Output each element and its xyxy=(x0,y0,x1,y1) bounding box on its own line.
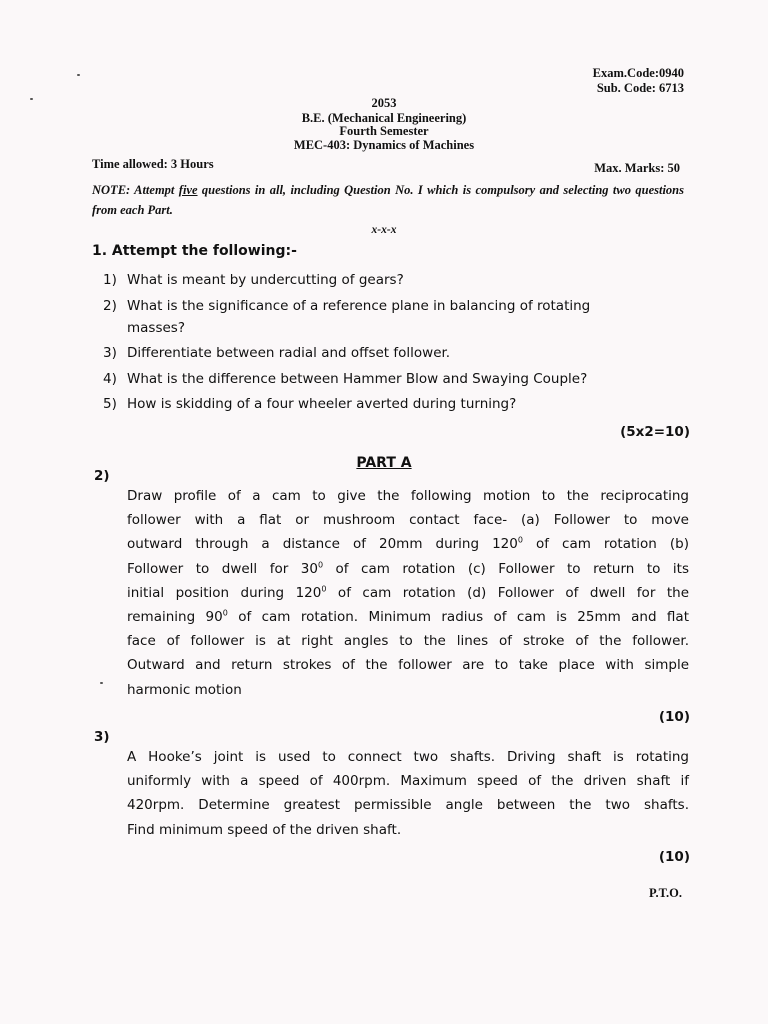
degree-mark: 0 xyxy=(222,608,228,618)
q1-item-2 xyxy=(103,298,590,314)
q2-line xyxy=(127,532,689,556)
q3-line: uniformly with a speed of 400rpm. Maximum speed of the driven shaft if xyxy=(127,773,689,790)
q1-item-number: 4) xyxy=(103,371,117,387)
q1-item-number: 5) xyxy=(103,396,117,412)
question-1-title: 1. Attempt the following:- xyxy=(92,243,297,259)
q1-item-text: What is the significance of a reference plane in balancing of rotating xyxy=(127,298,591,314)
q2-line xyxy=(127,581,689,605)
course-title: MEC-403: Dynamics of Machines xyxy=(293,138,475,152)
exam-note xyxy=(92,180,684,220)
q1-item-text: What is the difference between Hammer Blow and Swaying Couple? xyxy=(127,371,588,387)
q1-item-text: What is meant by undercutting of gears? xyxy=(127,272,404,288)
q2-line: Draw profile of a cam to give the following motion to the reciprocating xyxy=(127,488,689,504)
q2-line: harmonic motion xyxy=(127,681,242,698)
semester-title: Fourth Semester xyxy=(339,124,429,138)
time-allowed: Time allowed: 3 Hours xyxy=(92,157,214,171)
q1-item-text: How is skidding of a four wheeler averted during turning? xyxy=(127,396,517,412)
q1-item-number: 3) xyxy=(103,345,117,361)
q2-line-tail: of cam rotation (c) Follower to return to its xyxy=(323,560,689,577)
q2-line: Outward and return strokes of the follower are to take place with simple xyxy=(127,657,689,674)
degree-mark: 0 xyxy=(317,560,324,570)
q3-line: 420rpm. Determine greatest permissible angle between the two shafts. xyxy=(127,797,689,814)
q1-marks: (5x2=10) xyxy=(620,424,690,440)
q1-item-5 xyxy=(103,396,516,412)
part-a-title: PART A xyxy=(356,455,412,471)
paper-number: 2053 xyxy=(371,96,397,110)
q2-line-text: Follower to dwell for 30 xyxy=(127,560,318,577)
sub-code: Sub. Code: 6713 xyxy=(596,81,684,95)
q2-line xyxy=(127,605,689,629)
separator: x-x-x xyxy=(371,224,397,236)
note-pre: Attempt xyxy=(134,183,175,197)
q2-line-text: initial position during 120 xyxy=(127,584,322,601)
exam-code: Exam.Code:0940 xyxy=(592,66,684,80)
q2-line: face of follower is at right angles to the lines of stroke of the follower. xyxy=(127,633,689,650)
q3-line: A Hooke’s joint is used to connect two shafts. Driving shaft is rotating xyxy=(127,749,689,765)
note-five: five xyxy=(178,183,198,197)
question-3-number: 3) xyxy=(94,729,110,745)
q2-line: follower with a flat or mushroom contact face- (a) Follower to move xyxy=(127,512,689,529)
note-post: questions in all, including Question No. I which is compulsory and selecting two questions from each Part. xyxy=(92,183,685,217)
q1-item-4 xyxy=(103,371,587,387)
pto-label: P.T.O. xyxy=(649,886,682,900)
q3-line: Find minimum speed of the driven shaft. xyxy=(127,821,402,838)
q2-line-text: outward through a distance of 20mm during 120 xyxy=(127,536,518,553)
q1-item-number: 1) xyxy=(103,272,117,288)
q2-line-tail: of cam rotation (d) Follower of dwell for the xyxy=(326,584,689,601)
max-marks: Max. Marks: 50 xyxy=(594,161,680,175)
degree-title: B.E. (Mechanical Engineering) xyxy=(301,111,467,125)
scan-speck xyxy=(30,98,33,100)
q2-marks: (10) xyxy=(658,709,690,725)
q2-line-text: remaining 90 xyxy=(127,608,223,625)
question-3-body xyxy=(127,745,689,842)
q1-item-number: 2) xyxy=(103,298,117,314)
q1-item-1 xyxy=(103,272,404,288)
q2-line-tail: of cam rotation. Minimum radius of cam is 25mm and flat xyxy=(227,608,689,625)
q2-line-tail: of cam rotation (b) xyxy=(522,536,689,553)
question-2-number: 2) xyxy=(94,468,110,484)
degree-mark: 0 xyxy=(321,584,327,594)
q1-item-3 xyxy=(103,345,450,361)
q3-marks: (10) xyxy=(658,849,690,865)
note-label: NOTE: xyxy=(92,183,131,197)
scan-speck xyxy=(77,74,80,76)
q1-item-2-cont: masses? xyxy=(127,320,185,336)
exam-codes xyxy=(593,66,684,96)
q1-item-text: Differentiate between radial and offset follower. xyxy=(127,345,451,361)
degree-mark: 0 xyxy=(517,535,523,545)
q2-line xyxy=(127,557,689,581)
scan-speck xyxy=(100,682,103,684)
question-2-body xyxy=(127,484,689,702)
